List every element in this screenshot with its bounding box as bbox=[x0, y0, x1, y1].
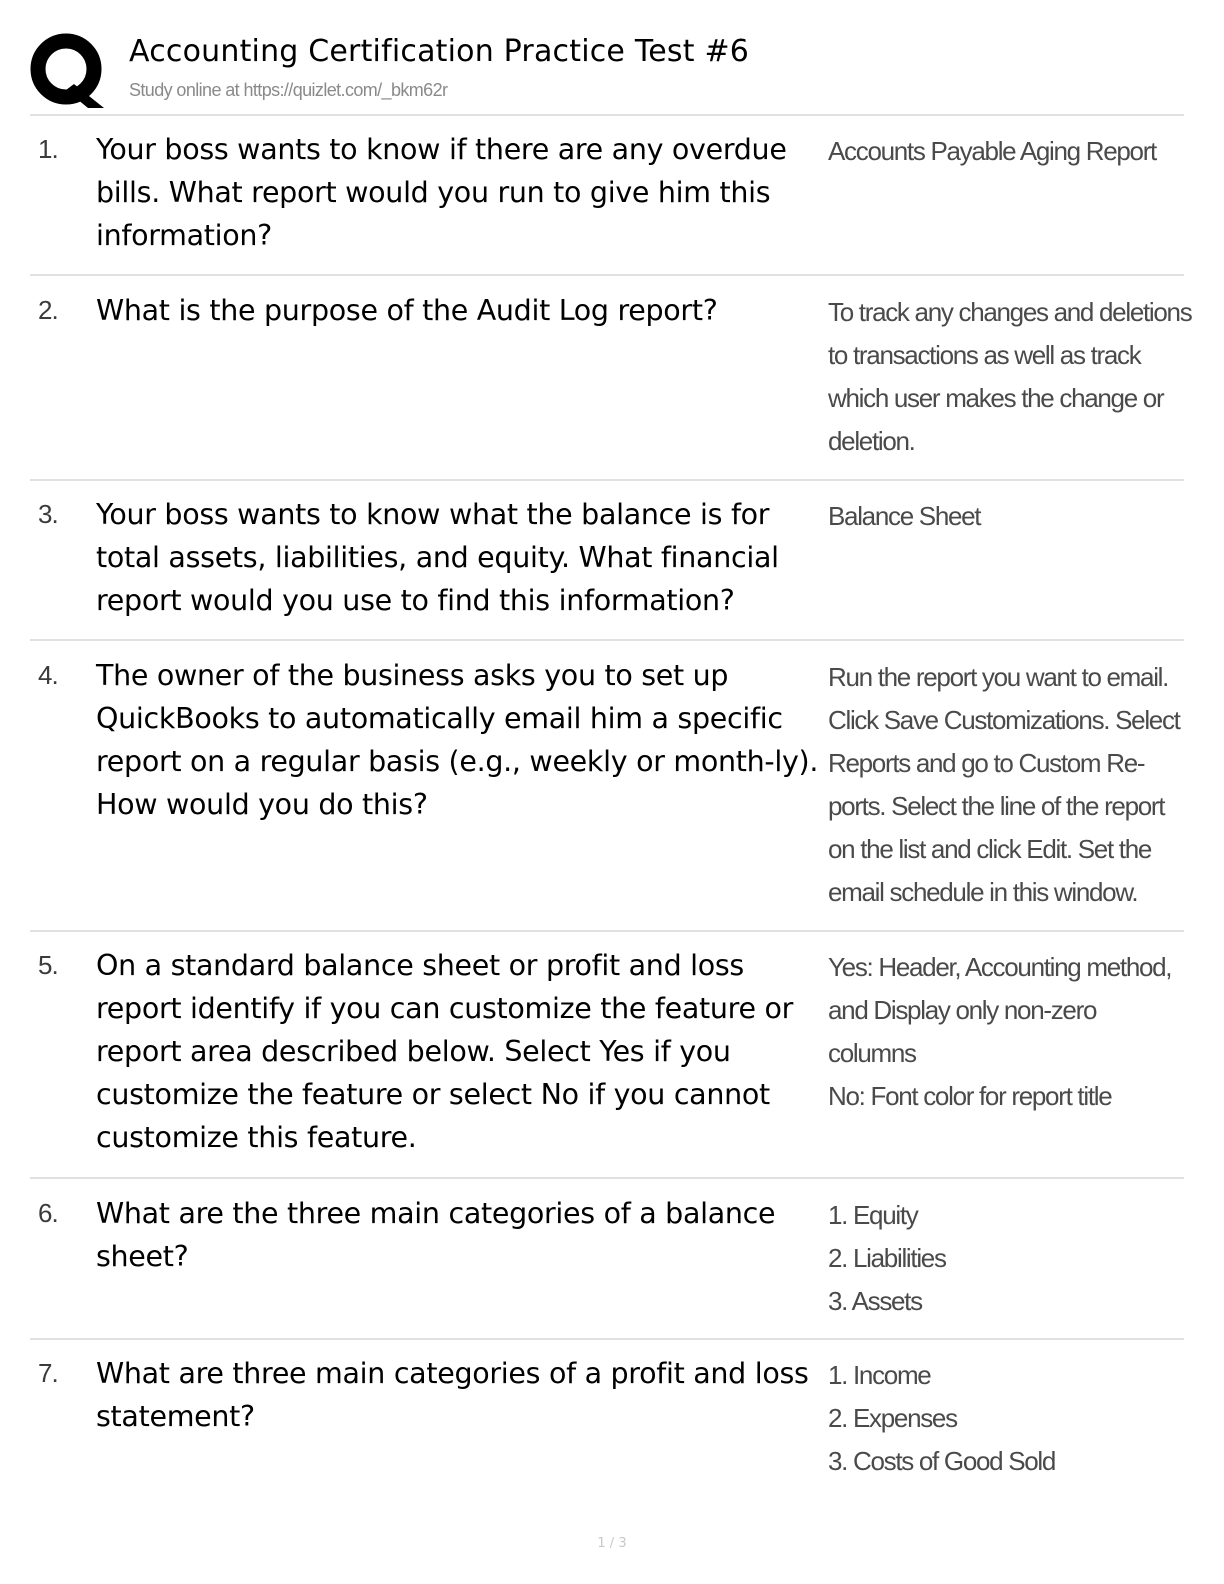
card-question: What are the three main categories of a balance sheet? bbox=[96, 1197, 776, 1273]
study-online-link[interactable]: Study online at https://quizlet.com/_bkm62r bbox=[129, 80, 448, 100]
card-number: 6. bbox=[38, 1198, 58, 1228]
divider bbox=[30, 1338, 1184, 1340]
card-answer bbox=[828, 1354, 1184, 1483]
answer-line: 3. Costs of Good Sold bbox=[828, 1446, 1056, 1476]
card-question: On a standard balance sheet or profit and loss report identify if you can customize the feature or report area described below. Select Yes if you customize the feature or select No if you cannot customize this feature. bbox=[96, 949, 794, 1154]
answer-line: columns bbox=[828, 1038, 916, 1068]
answer-line: 2. Liabilities bbox=[828, 1243, 946, 1273]
answer-line: No: Font color for report title bbox=[828, 1081, 1112, 1111]
card-answer bbox=[828, 495, 1184, 538]
page-number: 1 / 3 bbox=[597, 1536, 627, 1551]
quizlet-logo-icon bbox=[30, 32, 108, 110]
divider bbox=[30, 639, 1184, 641]
answer-line: 1. Income bbox=[828, 1360, 931, 1390]
answer-line: to transactions as well as track bbox=[828, 340, 1141, 370]
card-answer bbox=[828, 656, 1184, 914]
answer-line: 2. Expenses bbox=[828, 1403, 957, 1433]
divider bbox=[30, 274, 1184, 276]
page-header bbox=[30, 28, 1184, 114]
answer-line: Reports and go to Custom Re- bbox=[828, 748, 1145, 778]
page-title: Accounting Certification Practice Test #6 bbox=[129, 34, 750, 69]
card-number: 5. bbox=[38, 950, 58, 980]
answer-line: Run the report you want to email. bbox=[828, 662, 1169, 692]
answer-line: Balance Sheet bbox=[828, 501, 981, 531]
answer-line: Click Save Customizations. Select bbox=[828, 705, 1180, 735]
divider bbox=[30, 930, 1184, 932]
card-question: Your boss wants to know if there are any overdue bills. What report would you run to give him this information? bbox=[96, 133, 787, 252]
card-question: What are three main categories of a profit and loss statement? bbox=[96, 1357, 809, 1433]
divider bbox=[30, 114, 1184, 116]
divider bbox=[30, 1177, 1184, 1179]
answer-line: on the list and click Edit. Set the bbox=[828, 834, 1152, 864]
answer-line: deletion. bbox=[828, 426, 915, 456]
answer-line: 3. Assets bbox=[828, 1286, 922, 1316]
answer-line: and Display only non-zero bbox=[828, 995, 1097, 1025]
answer-line: To track any changes and deletions bbox=[828, 297, 1192, 327]
answer-line: Yes: Header, Accounting method, bbox=[828, 952, 1172, 982]
answer-line: which user makes the change or bbox=[828, 383, 1164, 413]
card-answer bbox=[828, 130, 1184, 173]
card-number: 3. bbox=[38, 499, 58, 529]
card-number: 7. bbox=[38, 1358, 58, 1388]
answer-line: email schedule in this window. bbox=[828, 877, 1138, 907]
card-answer bbox=[828, 946, 1184, 1118]
card-question: The owner of the business asks you to set up QuickBooks to automatically email him a specific report on a regular basis (e.g., weekly or month-ly). How would you do this? bbox=[96, 659, 819, 821]
answer-line: 1. Equity bbox=[828, 1200, 918, 1230]
answer-line: ports. Select the line of the report bbox=[828, 791, 1165, 821]
divider bbox=[30, 479, 1184, 481]
card-number: 1. bbox=[38, 134, 58, 164]
card-answer bbox=[828, 291, 1192, 463]
card-question: Your boss wants to know what the balance is for total assets, liabilities, and equity. What financial report would you use to find this information? bbox=[96, 498, 779, 617]
answer-line: Accounts Payable Aging Report bbox=[828, 136, 1156, 166]
card-number: 2. bbox=[38, 295, 58, 325]
card-question: What is the purpose of the Audit Log report? bbox=[96, 294, 718, 327]
card-number: 4. bbox=[38, 660, 58, 690]
card-answer bbox=[828, 1194, 1184, 1323]
